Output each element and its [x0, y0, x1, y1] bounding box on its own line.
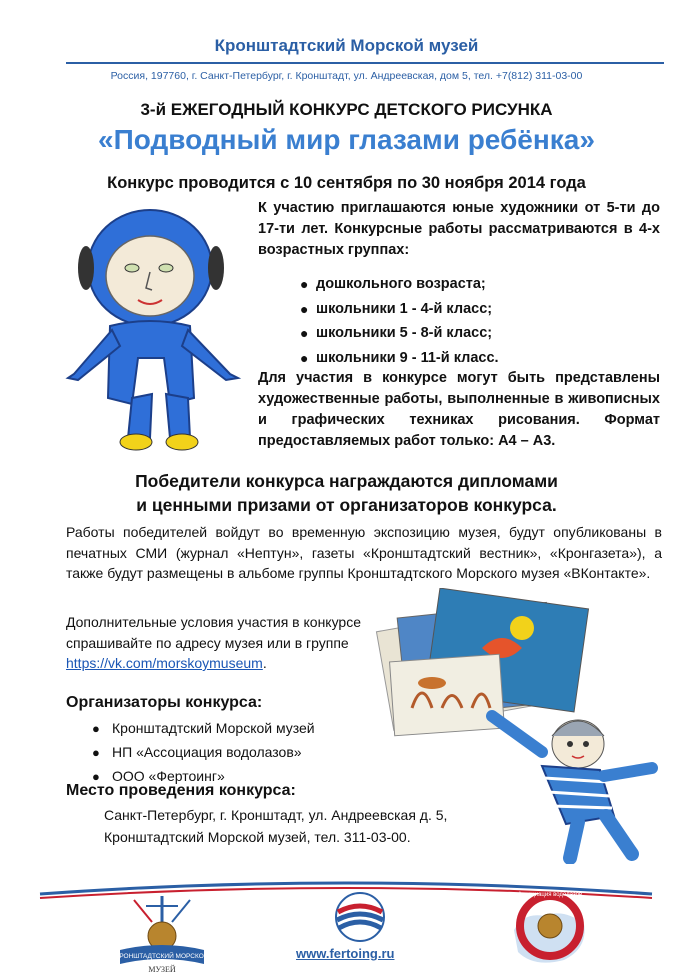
bullet-icon: ●: [300, 300, 309, 317]
venue-heading: Место проведения конкурса:: [66, 782, 296, 799]
age-group-item: ● дошкольного возраста;: [300, 276, 486, 293]
header-divider: [66, 62, 664, 64]
fertoing-logo: [332, 892, 388, 942]
bullet-icon: ●: [300, 349, 309, 366]
museum-logo-sub: МУЗЕЙ: [148, 965, 176, 974]
organizer-item: ● ООО «Фертоинг»: [92, 768, 225, 784]
swimmer-drawing-illustration: [482, 696, 664, 864]
vk-group-link[interactable]: https://vk.com/morskoymuseum: [66, 655, 263, 671]
organizer-item: ● НП «Ассоциация водолазов»: [92, 744, 302, 760]
age-group-item: ● школьники 5 - 8-й класс;: [300, 325, 493, 342]
museum-title: Кронштадтский Морской музей: [214, 36, 479, 55]
intro-text: К участию приглашаются юные художники от 5-ти до 17-ти лет. Конкурсные работы рассматриваются в 4-х возрастных группах:: [258, 200, 660, 258]
age-group-item: ● школьники 9 - 11-й класс.: [300, 349, 499, 366]
contest-dates: Конкурс проводится с 10 сентября по 30 ноября 2014 года: [107, 174, 586, 192]
age-group-list: [300, 272, 660, 370]
organizers-heading: Организаторы конкурса:: [66, 694, 263, 711]
organizers-list: [92, 716, 315, 788]
museum-address: Россия, 197760, г. Санкт-Петербург, г. Кронштадт, ул. Андреевская, дом 5, тел. +7(812) 311-03-00: [110, 70, 583, 82]
bullet-icon: ●: [300, 276, 309, 293]
winners-line: и ценными призами от организаторов конкурса.: [136, 495, 557, 515]
winners-line: Победители конкурса награждаются дипломами: [135, 471, 558, 491]
bullet-icon: ●: [92, 720, 100, 736]
works-requirements: Для участия в конкурсе могут быть представлены художественные работы, выполненные в живописных и графических техниках рисования. Формат предоставляемых работ только: А4 – А3.: [258, 370, 660, 449]
bullet-icon: ●: [92, 768, 100, 784]
divers-association-logo: [504, 890, 594, 972]
diver-drawing-illustration: [58, 198, 250, 458]
museum-logo: [112, 892, 212, 974]
extra-conditions: Дополнительные условия участия в конкурсе спрашивайте по адресу музея или в группе https://vk.com/morskoymuseum.: [66, 614, 362, 671]
fertoing-site-link[interactable]: www.fertoing.ru: [296, 946, 395, 961]
association-logo-text: Ассоциация водолазов: [517, 892, 583, 898]
bullet-icon: ●: [92, 744, 100, 760]
contest-number: 3-й ЕЖЕГОДНЫЙ КОНКУРС ДЕТСКОГО РИСУНКА: [140, 100, 553, 119]
venue-address: Санкт-Петербург, г. Кронштадт, ул. Андреевская д. 5, Кронштадтский Морской музей, тел. 311-03-00.: [104, 807, 448, 845]
museum-logo-text: КРОНШТАДТСКИЙ МОРСКОЙ: [115, 953, 209, 960]
contest-name: «Подводный мир глазами ребёнка»: [98, 124, 595, 155]
organizer-item: ● Кронштадтский Морской музей: [92, 720, 315, 736]
age-group-item: ● школьники 1 - 4-й класс;: [300, 300, 493, 317]
exposition-paragraph: Работы победителей войдут во временную экспозицию музея, будут опубликованы в печатных СМИ (журнал «Нептун», газеты «Кронштадтский вестник», «Кронгазета»), а также будут размещены в альбоме группы Кронштадтского Морского музея «ВКонтакте».: [66, 524, 662, 581]
winners-announcement: [0, 469, 693, 517]
bullet-icon: ●: [300, 325, 309, 342]
